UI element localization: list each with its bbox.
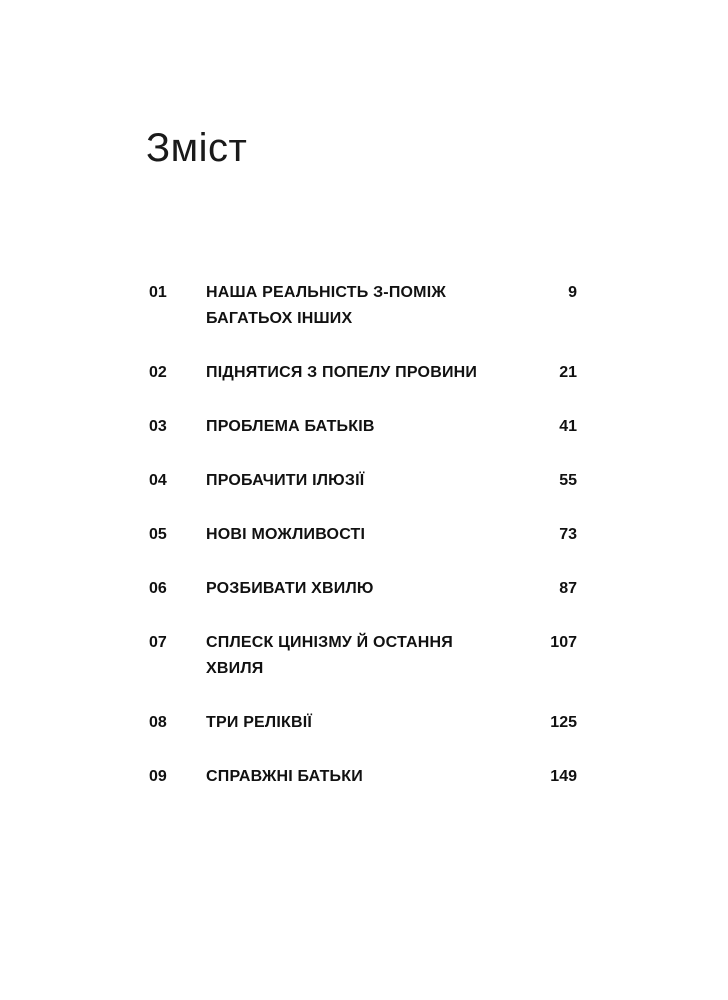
- toc-entry[interactable]: [149, 576, 577, 602]
- page-number: 41: [559, 418, 577, 435]
- page-number: 73: [559, 526, 577, 543]
- chapter-number: 08: [149, 714, 167, 731]
- page-number: 149: [550, 768, 577, 785]
- chapter-number: 06: [149, 580, 167, 597]
- page-title: Зміст: [146, 126, 248, 170]
- page-number: 9: [568, 284, 577, 301]
- toc-entry[interactable]: [149, 522, 577, 548]
- toc-entry[interactable]: [149, 360, 577, 386]
- chapter-number: 05: [149, 526, 167, 543]
- chapter-title: НАША РЕАЛЬНІСТЬ З-ПОМІЖ БАГАТЬОХ ІНШИХ: [206, 284, 447, 327]
- chapter-number: 09: [149, 768, 167, 785]
- chapter-title: СПРАВЖНІ БАТЬКИ: [206, 768, 363, 785]
- chapter-title: НОВІ МОЖЛИВОСТІ: [206, 526, 366, 543]
- chapter-number: 03: [149, 418, 167, 435]
- page-number: 107: [550, 634, 577, 651]
- toc-entry[interactable]: [149, 710, 577, 736]
- chapter-title: ТРИ РЕЛІКВІЇ: [206, 714, 312, 731]
- toc-entry[interactable]: [149, 764, 577, 790]
- chapter-title: РОЗБИВАТИ ХВИЛЮ: [206, 580, 374, 597]
- chapter-number: 04: [149, 472, 167, 489]
- chapter-title: ПРОБЛЕМА БАТЬКІВ: [206, 418, 375, 435]
- toc-entry[interactable]: [149, 414, 577, 440]
- chapter-title: ПРОБАЧИТИ ІЛЮЗІЇ: [206, 472, 365, 489]
- chapter-number: 02: [149, 364, 167, 381]
- toc-entry[interactable]: [149, 280, 577, 332]
- chapter-number: 01: [149, 284, 167, 301]
- table-of-contents: [149, 280, 577, 818]
- page-number: 125: [550, 714, 577, 731]
- chapter-number: 07: [149, 634, 167, 651]
- chapter-title: ПІДНЯТИСЯ З ПОПЕЛУ ПРОВИНИ: [206, 364, 478, 381]
- toc-entry[interactable]: [149, 630, 577, 682]
- page-number: 21: [559, 364, 577, 381]
- chapter-title: СПЛЕСК ЦИНІЗМУ Й ОСТАННЯ ХВИЛЯ: [206, 634, 453, 677]
- toc-entry[interactable]: [149, 468, 577, 494]
- page-number: 87: [559, 580, 577, 597]
- page-number: 55: [559, 472, 577, 489]
